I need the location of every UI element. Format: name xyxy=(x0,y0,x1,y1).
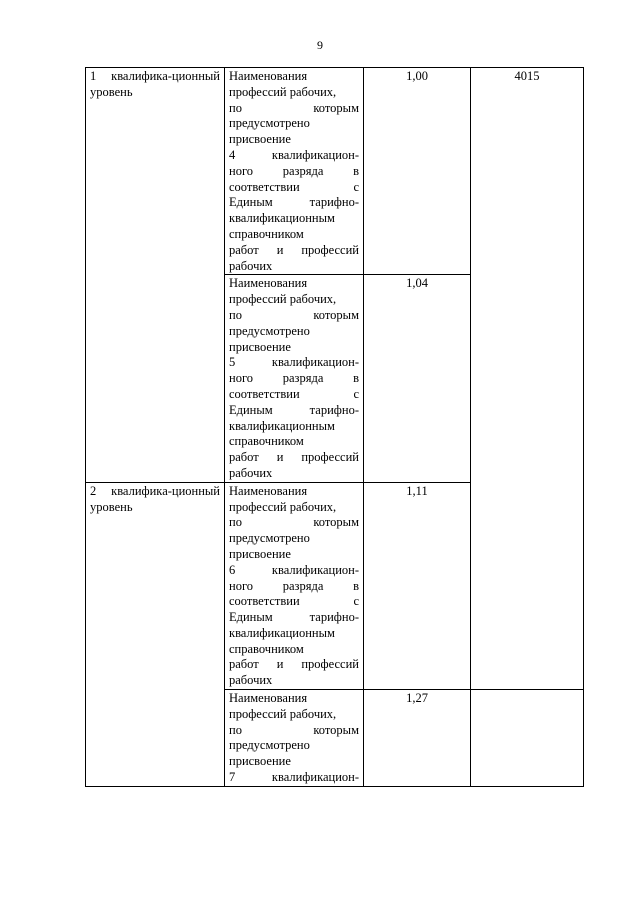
description-line: квалификационным xyxy=(229,418,335,433)
description-line: Единым тарифно- xyxy=(229,402,359,417)
description-line: соответствии с xyxy=(229,594,359,609)
qualification-level-cell: 1 квалифика-ционный уровень xyxy=(86,68,225,483)
description-line: рабочих xyxy=(229,258,273,273)
coefficient-cell: 1,04 xyxy=(364,275,471,482)
description-line: Наименования xyxy=(229,276,308,291)
description-line: квалификационным xyxy=(229,211,335,226)
description-line: квалификационным xyxy=(229,625,335,640)
description-line: присвоение xyxy=(229,132,291,147)
description-line: присвоение xyxy=(229,339,291,354)
description-line: предусмотрено xyxy=(229,323,310,338)
description-line: 5 квалификацион- xyxy=(229,355,359,370)
description-line: соответствии с xyxy=(229,179,359,194)
description-line: справочником xyxy=(229,434,304,449)
qualification-table xyxy=(85,67,584,787)
description-line: Наименования xyxy=(229,69,308,83)
description-line: по которым xyxy=(229,515,359,530)
description-line: профессий рабочих, xyxy=(229,84,337,99)
description-line: Единым тарифно- xyxy=(229,610,359,625)
description-line: рабочих xyxy=(229,673,273,688)
description-line: ного разряда в xyxy=(229,371,359,386)
description-line: 7 квалификацион- xyxy=(229,770,359,785)
description-line: по которым xyxy=(229,307,359,322)
description-line: профессий рабочих, xyxy=(229,499,337,514)
description-line: по которым xyxy=(229,100,359,115)
description-line: по которым xyxy=(229,722,359,737)
coefficient-cell: 1,27 xyxy=(364,690,471,787)
description-line: ного разряда в xyxy=(229,163,359,178)
page-number: 9 xyxy=(317,38,323,52)
description-line: работ и профессий xyxy=(229,450,359,465)
coefficient-cell: 1,00 xyxy=(364,68,471,275)
salary-cell: 4015 xyxy=(471,68,584,690)
description-line: Наименования xyxy=(229,691,308,706)
description-line: присвоение xyxy=(229,754,291,769)
description-line: предусмотрено xyxy=(229,738,310,753)
description-line: Единым тарифно- xyxy=(229,195,359,210)
description-line: работ и профессий xyxy=(229,242,359,257)
salary-cell-empty xyxy=(471,690,584,787)
description-line: Наименования xyxy=(229,483,308,498)
description-line: предусмотрено xyxy=(229,531,310,546)
description-line: работ и профессий xyxy=(229,657,359,672)
profession-description-cell xyxy=(225,275,364,482)
description-line: присвоение xyxy=(229,546,291,561)
description-line: соответствии с xyxy=(229,386,359,401)
description-line: профессий рабочих, xyxy=(229,706,337,721)
description-line: справочником xyxy=(229,641,304,656)
description-line: предусмотрено xyxy=(229,116,310,131)
description-line: профессий рабочих, xyxy=(229,292,337,307)
qualification-level-cell: 2 квалифика-ционный уровень xyxy=(86,482,225,786)
description-line: ного разряда в xyxy=(229,578,359,593)
description-line: 4 квалификацион- xyxy=(229,147,359,162)
description-line: рабочих xyxy=(229,465,273,480)
description-line: 6 квалификацион- xyxy=(229,562,359,577)
table-row xyxy=(86,68,584,275)
description-line: справочником xyxy=(229,226,304,241)
profession-description-cell xyxy=(225,482,364,689)
profession-description-cell xyxy=(225,690,364,787)
coefficient-cell: 1,11 xyxy=(364,482,471,689)
profession-description-cell xyxy=(225,68,364,275)
